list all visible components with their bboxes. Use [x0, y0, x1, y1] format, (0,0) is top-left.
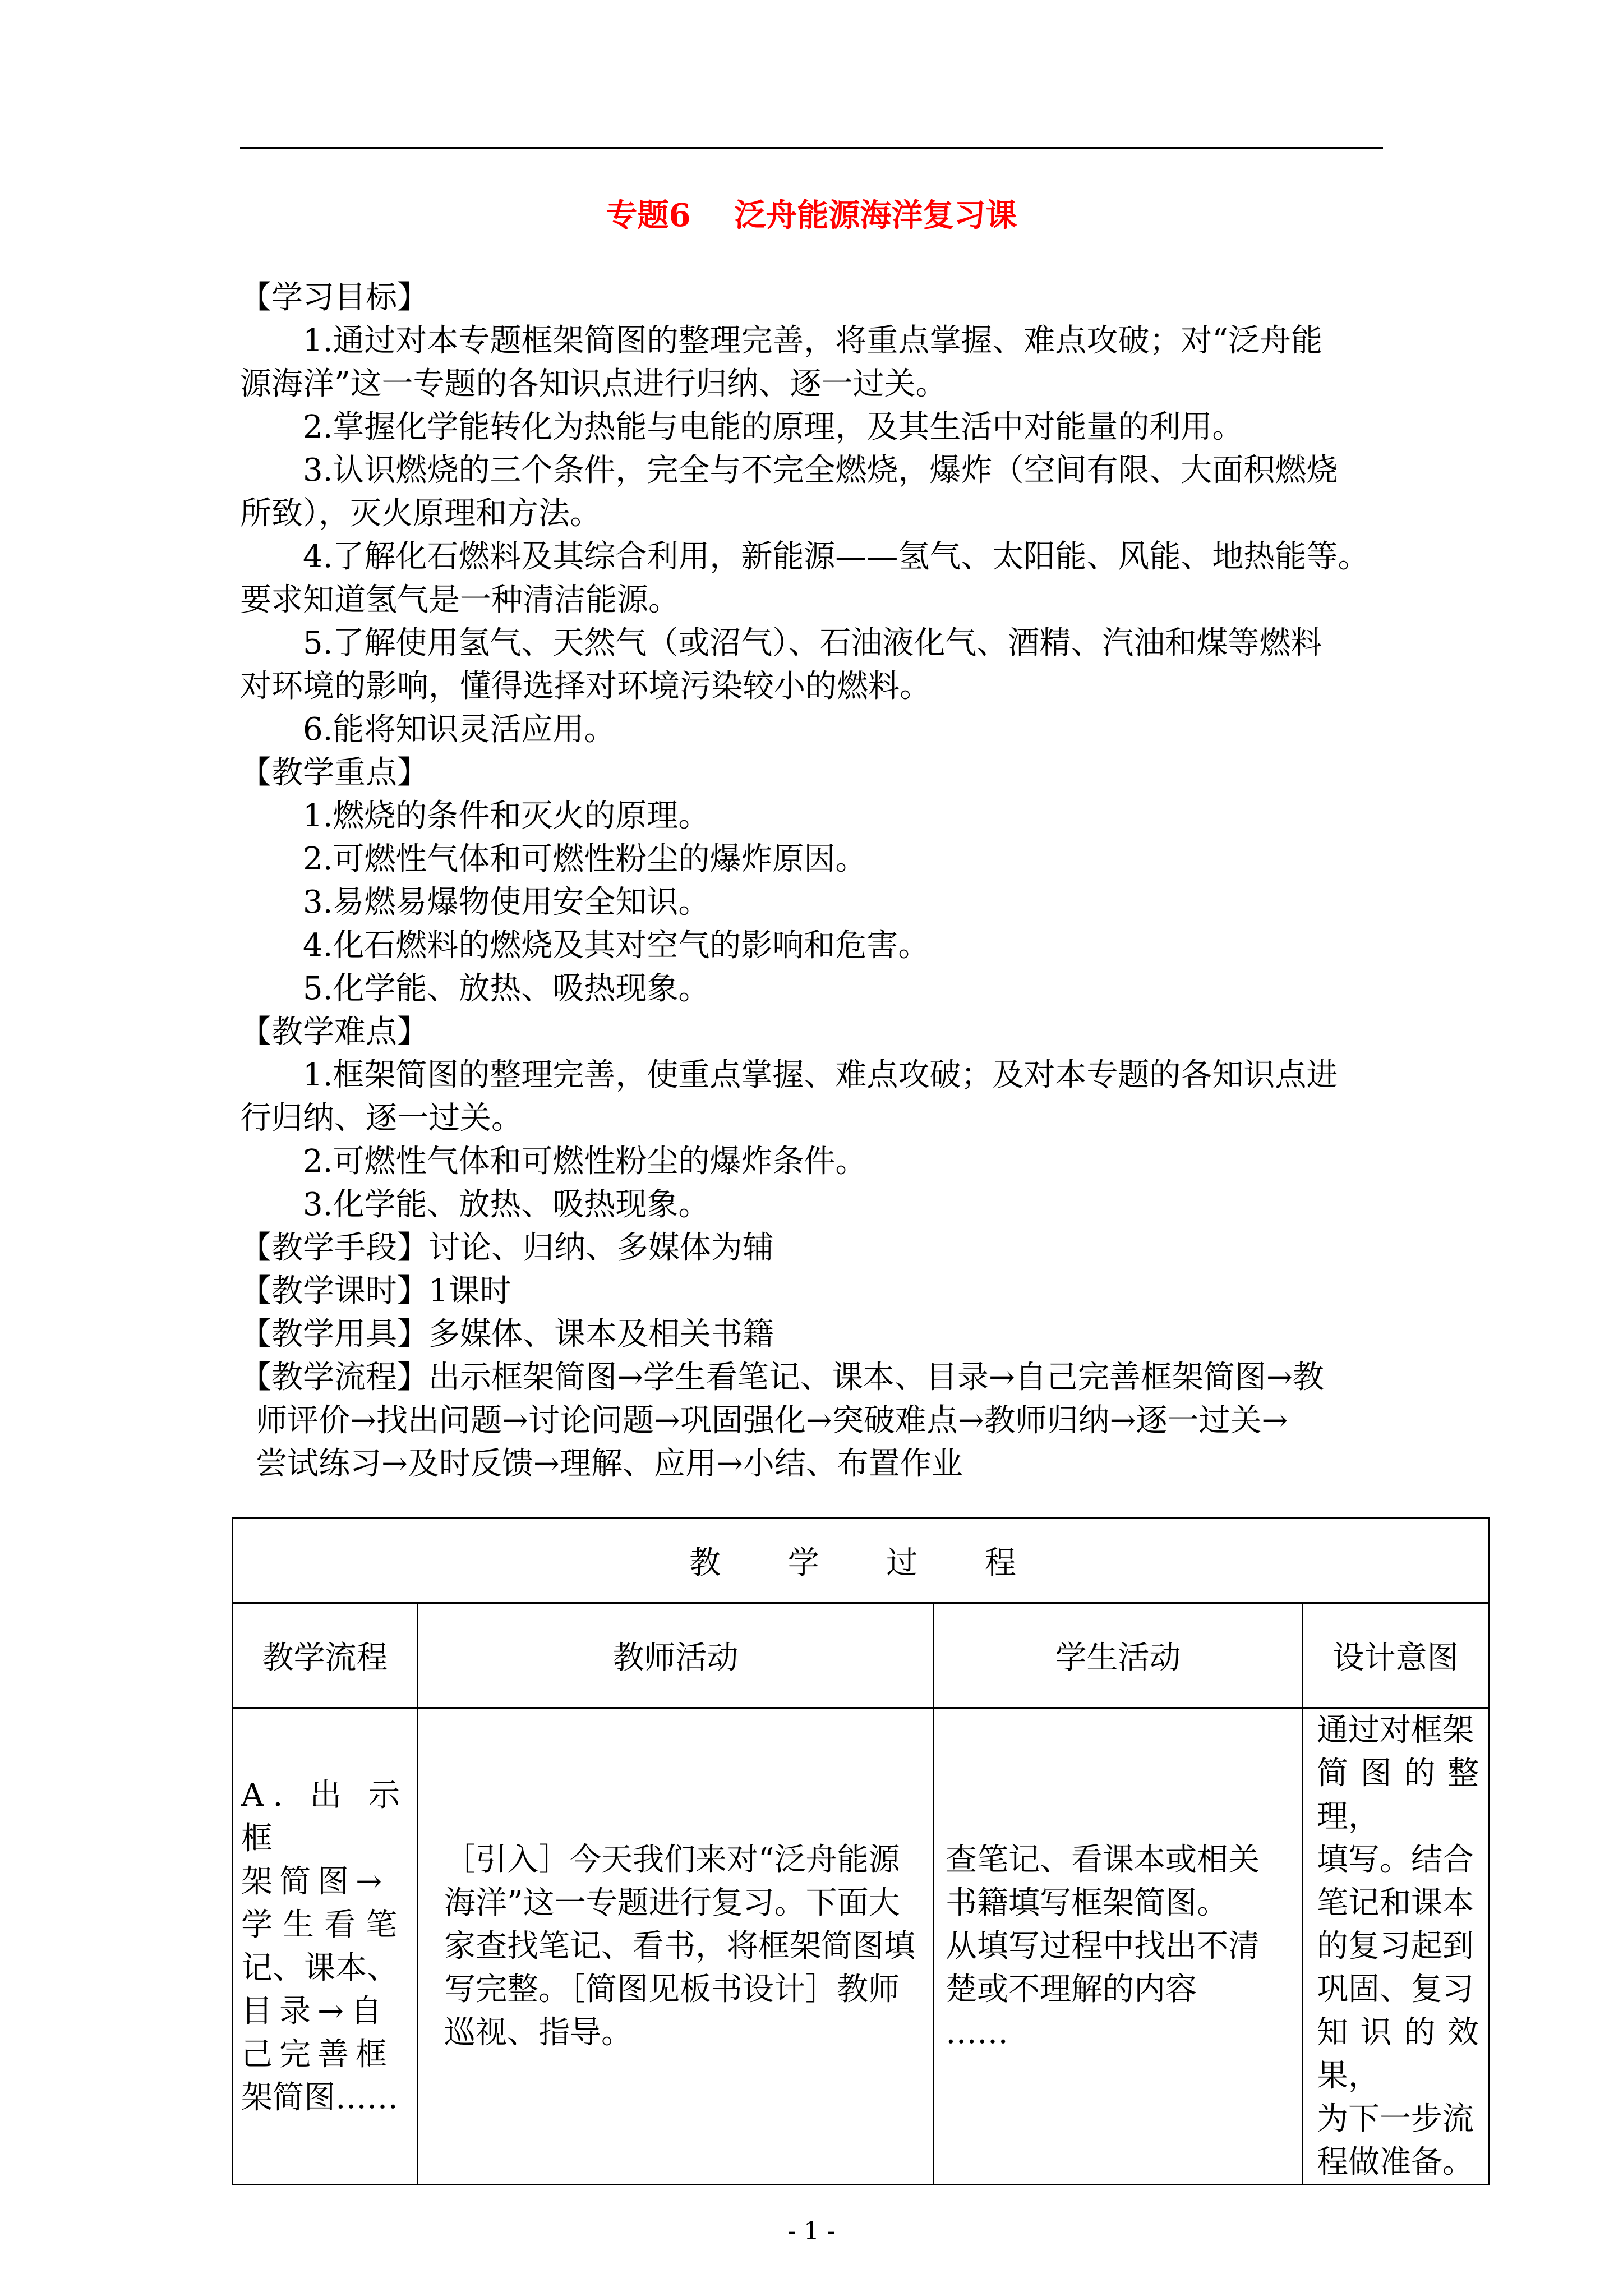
- teacher-line: 海洋”这一专题进行复习。下面大: [444, 1885, 900, 1921]
- table-header-row: [233, 1603, 1489, 1708]
- column-header: 教学流程: [233, 1603, 418, 1708]
- intent-line: 填写。结合: [1317, 1842, 1474, 1878]
- intent-line: 的复习起到: [1317, 1928, 1474, 1964]
- teaching-flow-line: 师评价→找出问题→讨论问题→巩固强化→突破难点→教师归纳→逐一过关→: [256, 1402, 1288, 1439]
- goal-line: 源海洋”这一专题的各知识点进行归纳、逐一过关。: [240, 366, 947, 402]
- goal-line: 5.了解使用氢气、天然气（或沼气）、石油液化气、酒精、汽油和煤等燃料: [303, 625, 1322, 661]
- difficult-point: 行归纳、逐一过关。: [240, 1100, 523, 1137]
- teacher-line: ［引入］今天我们来对“泛舟能源: [444, 1842, 900, 1878]
- teaching-process-table: [232, 1517, 1490, 2185]
- teaching-means: 【教学手段】讨论、归纳、多媒体为辅: [240, 1230, 774, 1266]
- difficult-point: 1.框架简图的整理完善，使重点掌握、难点攻破；及对本专题的各知识点进: [303, 1057, 1338, 1093]
- difficult-point: 2.可燃性气体和可燃性粉尘的爆炸条件。: [303, 1143, 867, 1180]
- goals-heading: 【学习目标】: [240, 279, 428, 316]
- flow-line: A.出示框: [241, 1777, 409, 1857]
- key-points-heading: 【教学重点】: [240, 754, 428, 791]
- teaching-tools: 【教学用具】多媒体、课本及相关书籍: [240, 1316, 774, 1352]
- intent-line: 通过对框架: [1317, 1712, 1474, 1749]
- goal-line: 所致），灭火原理和方法。: [240, 495, 601, 532]
- teacher-line: 家查找笔记、看书，将框架简图填: [444, 1928, 915, 1964]
- teaching-flow-line: 【教学流程】出示框架简图→学生看笔记、课本、目录→自己完善框架简图→教: [240, 1359, 1324, 1396]
- flow-line: 己完善框: [241, 2036, 394, 2073]
- student-line: 书籍填写框架简图。: [946, 1885, 1228, 1921]
- column-header: 教师活动: [418, 1603, 934, 1708]
- teaching-hours: 【教学课时】1课时: [240, 1273, 511, 1309]
- teacher-line: 写完整。［简图见板书设计］教师: [444, 1971, 900, 2008]
- flow-line: 学生看笔: [241, 1906, 407, 1943]
- goal-line: 3.认识燃烧的三个条件，完全与不完全燃烧，爆炸（空间有限、大面积燃烧: [303, 452, 1338, 489]
- key-point: 5.化学能、放热、吸热现象。: [303, 970, 710, 1007]
- table-row: [233, 1708, 1489, 2185]
- lesson-plan-body: [240, 276, 1390, 1485]
- page-number: - 1 -: [787, 2217, 836, 2246]
- flow-line: 架简图→: [241, 1863, 389, 1900]
- goal-line: 对环境的影响，懂得选择对环境污染较小的燃料。: [240, 668, 931, 705]
- teacher-activity-cell: [418, 1708, 934, 2185]
- header-rule: [240, 147, 1383, 149]
- goal-line: 要求知道氢气是一种清洁能源。: [240, 582, 680, 618]
- table-title-row: [233, 1519, 1489, 1603]
- intent-line: 巩固、复习: [1317, 1971, 1474, 2008]
- teaching-flow-line: 尝试练习→及时反馈→理解、应用→小结、布置作业: [256, 1446, 963, 1482]
- intent-line: 简图的整理，: [1317, 1755, 1479, 1835]
- key-point: 2.可燃性气体和可燃性粉尘的爆炸原因。: [303, 841, 867, 877]
- student-activity-cell: [934, 1708, 1303, 2185]
- goal-line: 1.通过对本专题框架简图的整理完善，将重点掌握、难点攻破；对“泛舟能: [303, 323, 1323, 359]
- teacher-line: 巡视、指导。: [444, 2014, 633, 2051]
- student-line: 查笔记、看课本或相关: [946, 1842, 1260, 1878]
- flow-cell: [233, 1708, 418, 2185]
- student-line: ……: [946, 2014, 1008, 2051]
- intent-line: 知识的效果，: [1317, 2014, 1479, 2094]
- design-intent-cell: [1303, 1708, 1489, 2185]
- intent-line: 程做准备。: [1317, 2144, 1474, 2180]
- goal-line: 6.能将知识灵活应用。: [303, 711, 616, 748]
- page-title: 专题6 泛舟能源海洋复习课: [606, 197, 1017, 234]
- column-header: 设计意图: [1303, 1603, 1489, 1708]
- intent-line: 笔记和课本: [1317, 1885, 1474, 1921]
- key-point: 4.化石燃料的燃烧及其对空气的影响和危害。: [303, 927, 930, 964]
- difficult-points-heading: 【教学难点】: [240, 1014, 428, 1050]
- table-title: 教 学 过 程: [233, 1519, 1489, 1603]
- flow-line: 架简图……: [241, 2079, 398, 2116]
- student-line: 从填写过程中找出不清: [946, 1928, 1260, 1964]
- flow-line: 目录→自: [241, 1993, 389, 2030]
- key-point: 1.燃烧的条件和灭火的原理。: [303, 798, 710, 834]
- goal-line: 4.了解化石燃料及其综合利用，新能源——氢气、太阳能、风能、地热能等。: [303, 539, 1370, 575]
- student-line: 楚或不理解的内容: [946, 1971, 1197, 2008]
- intent-line: 为下一步流: [1317, 2101, 1474, 2137]
- goal-line: 2.掌握化学能转化为热能与电能的原理，及其生活中对能量的利用。: [303, 409, 1244, 445]
- column-header: 学生活动: [934, 1603, 1303, 1708]
- key-point: 3.易燃易爆物使用安全知识。: [303, 884, 710, 921]
- flow-line: 记、课本、: [241, 1949, 398, 1986]
- difficult-point: 3.化学能、放热、吸热现象。: [303, 1186, 710, 1223]
